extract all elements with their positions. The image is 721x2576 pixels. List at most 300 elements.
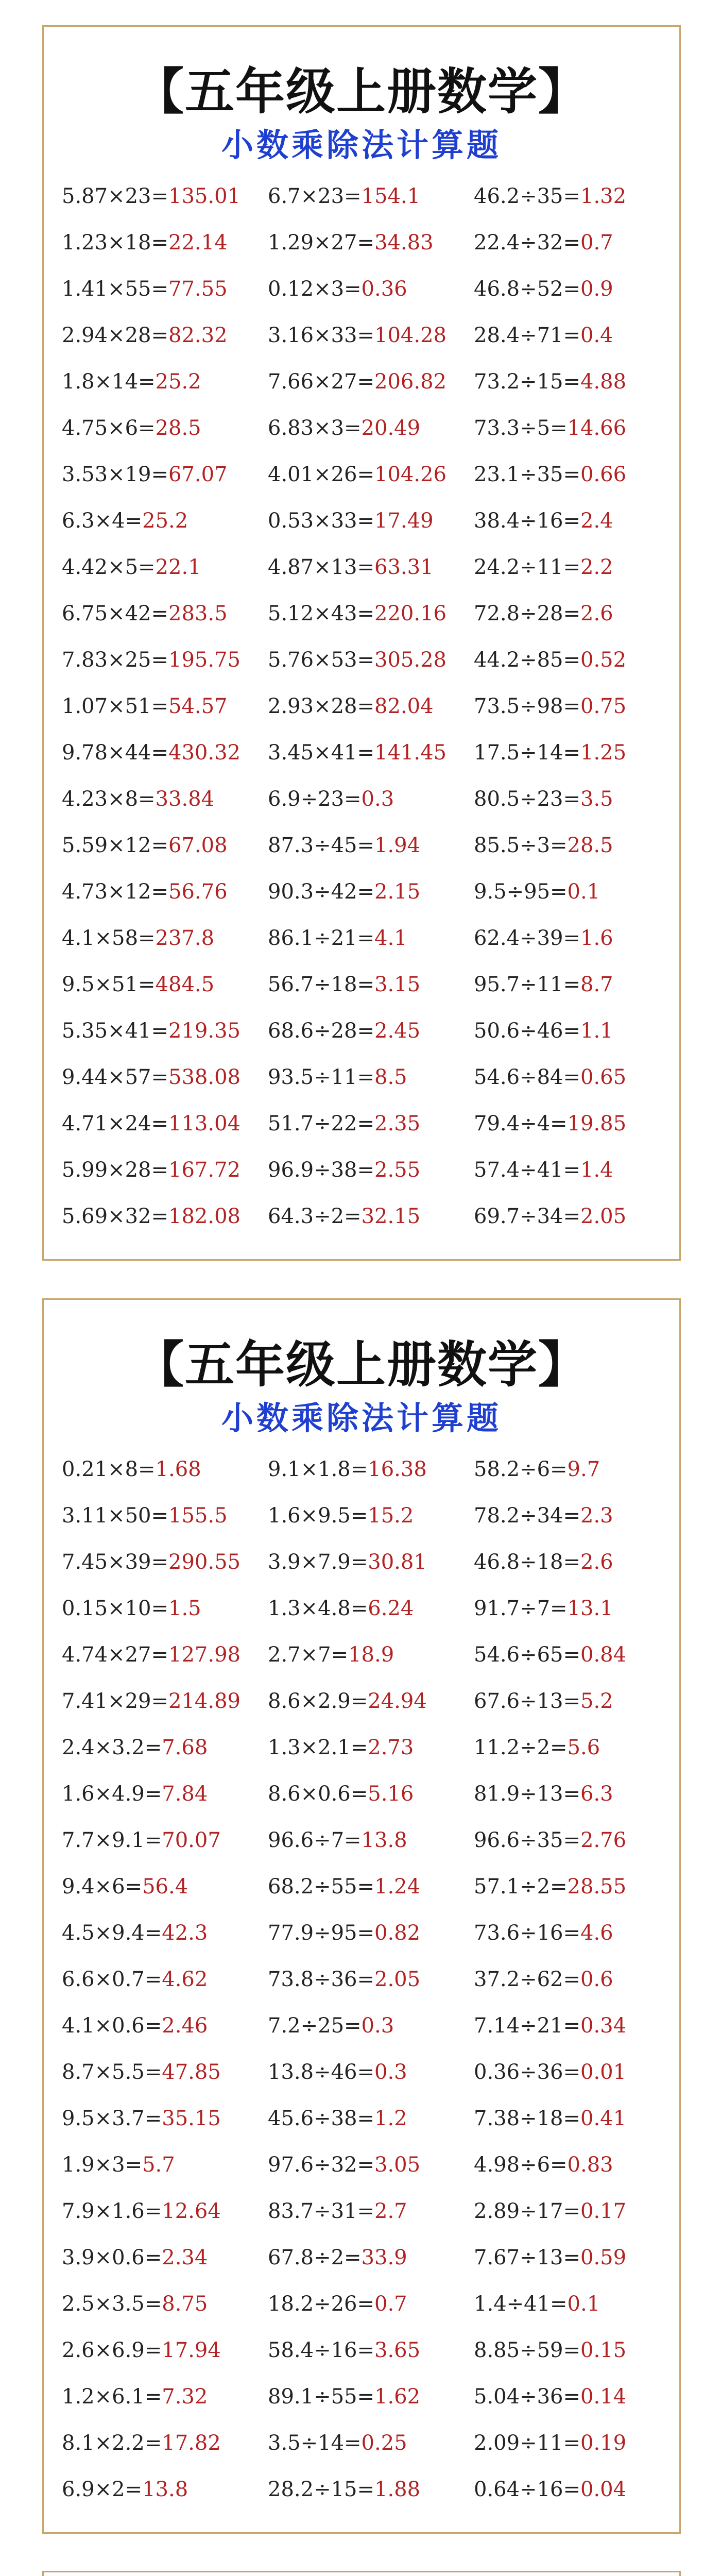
problem-answer: 14.66 [567,416,627,440]
problem-answer: 1.4 [580,1158,613,1182]
problem-expression: 7.67÷13= [474,2246,580,2269]
problem-row [474,1967,613,1992]
problem-answer: 1.88 [374,2478,421,2501]
problem-answer: 2.05 [374,1968,421,1991]
problem-row [268,323,447,348]
problem-expression: 7.9×1.6= [62,2199,162,2223]
problem-answer: 0.15 [580,2338,627,2362]
problem-expression: 58.4÷16= [268,2338,374,2362]
problem-expression: 5.99×28= [62,1158,168,1182]
problem-expression: 90.3÷42= [268,880,374,904]
problem-row [474,1019,613,1043]
problem-answer: 2.05 [580,1205,627,1228]
problem-expression: 7.38÷18= [474,2107,580,2130]
problem-row [474,416,626,440]
problem-expression: 9.1×1.8= [268,1458,368,1481]
problem-row [62,2106,221,2131]
problem-answer: 0.36 [361,277,407,301]
problem-expression: 1.3×4.8= [268,1597,368,1620]
problem-answer: 104.28 [374,324,447,347]
problem-row [62,1111,241,1136]
problem-answer: 30.81 [368,1550,427,1574]
problem-row [268,1204,420,1229]
problem-answer: 5.16 [368,1782,414,1806]
problem-expression: 6.7×23= [268,184,362,208]
problem-row [62,1503,228,1528]
problem-answer: 34.83 [374,231,434,255]
problem-row [268,1642,394,1667]
problem-row [474,2292,600,2316]
problem-row [62,1550,241,1574]
problem-row [268,972,420,997]
problem-row [268,462,447,487]
problem-row [268,2292,407,2316]
problem-expression: 2.4×3.2= [62,1736,162,1759]
problem-expression: 37.2÷62= [474,1968,580,1991]
problem-expression: 4.98÷6= [474,2153,568,2177]
problem-expression: 7.45×39= [62,1550,168,1574]
worksheet-page-1 [42,25,681,1261]
problem-answer: 0.7 [580,231,613,255]
problem-answer: 77.55 [168,277,228,301]
problem-expression: 5.87×23= [62,184,168,208]
problem-answer: 220.16 [374,602,447,625]
problem-answer: 15.2 [368,1504,414,1528]
problem-answer: 13.8 [361,1828,407,1852]
problem-expression: 4.71×24= [62,1112,168,1136]
problem-expression: 67.8÷2= [268,2246,362,2269]
problem-answer: 67.08 [168,834,228,857]
problem-expression: 6.83×3= [268,416,362,440]
page-subtitle: 小数乘除法计算题 [221,126,502,164]
problem-answer: 7.32 [162,2385,208,2409]
problem-answer: 0.9 [580,277,613,301]
problem-row [474,1921,613,1945]
problem-row [62,1828,221,1853]
problem-expression: 8.6×2.9= [268,1689,368,1713]
problem-answer: 305.28 [374,648,447,672]
problem-row [268,555,434,580]
problem-row [474,972,613,997]
problem-expression: 57.4÷41= [474,1158,580,1182]
problem-answer: 2.2 [580,555,613,579]
problem-expression: 72.8÷28= [474,602,580,625]
problem-answer: 13.1 [567,1597,613,1620]
problem-row [474,1065,626,1090]
problem-answer: 18.9 [348,1643,394,1667]
problem-row [268,1158,420,1182]
problem-row [268,1967,420,1992]
problem-expression: 3.45×41= [268,741,374,765]
problem-answer: 28.55 [567,1875,627,1899]
problem-expression: 1.3×2.1= [268,1736,368,1759]
problem-answer: 0.34 [580,2014,627,2038]
problem-expression: 9.78×44= [62,741,168,765]
problem-answer: 2.76 [580,1828,627,1852]
problem-answer: 56.76 [168,880,228,904]
problem-expression: 2.09÷11= [474,2431,580,2455]
problem-row [268,2199,407,2224]
problem-expression: 4.73×12= [62,880,168,904]
problem-row [62,184,241,209]
problem-expression: 9.4×6= [62,1875,143,1899]
problem-expression: 5.69×32= [62,1205,168,1228]
problem-row [268,1689,427,1714]
problem-expression: 28.4÷71= [474,324,580,347]
problem-row [62,787,214,811]
worksheet-page-2 [42,1298,681,2534]
problem-answer: 219.35 [168,1019,241,1043]
problem-row [474,879,600,904]
problem-answer: 13.8 [142,2478,188,2501]
problem-answer: 0.59 [580,2246,627,2269]
problem-row [62,833,228,858]
problem-answer: 430.32 [168,741,241,765]
problem-expression: 50.6÷46= [474,1019,580,1043]
problem-expression: 17.5÷14= [474,741,580,765]
problem-row [268,879,420,904]
problem-row [62,1065,241,1090]
problem-answer: 2.15 [374,880,421,904]
problem-answer: 0.6 [580,1968,613,1991]
problem-row [62,1019,241,1043]
problem-row [474,1689,613,1714]
problem-answer: 9.7 [567,1458,600,1481]
problem-answer: 0.3 [361,2014,394,2038]
problem-answer: 0.19 [580,2431,627,2455]
problem-expression: 7.66×27= [268,370,374,394]
problem-expression: 5.12×43= [268,602,374,625]
problem-answer: 4.62 [162,1968,208,1991]
problem-row [62,1596,201,1621]
problem-answer: 25.2 [142,509,188,533]
problem-answer: 2.4 [580,509,613,533]
problem-row [474,1735,600,1760]
problem-expression: 73.6÷16= [474,1921,580,1945]
problem-expression: 23.1÷35= [474,463,580,486]
problem-expression: 62.4÷39= [474,926,580,950]
problem-row [62,555,201,580]
worksheet-page-3 [42,2571,681,2576]
problem-row [474,1596,613,1621]
problem-row [62,416,201,440]
problem-answer: 5.2 [580,1689,613,1713]
problem-expression: 77.9÷95= [268,1921,374,1945]
problem-expression: 8.85÷59= [474,2338,580,2362]
problem-answer: 0.84 [580,1643,627,1667]
problem-expression: 5.04÷36= [474,2385,580,2409]
problem-row [62,2384,208,2409]
problem-answer: 1.32 [580,184,627,208]
problem-answer: 24.94 [368,1689,427,1713]
problem-expression: 4.1×0.6= [62,2014,162,2038]
problem-row [62,926,214,951]
problem-expression: 6.9÷23= [268,787,362,811]
problem-answer: 2.35 [374,1112,421,1136]
problem-expression: 3.5÷14= [268,2431,362,2455]
problem-row [62,2199,221,2224]
problem-answer: 22.1 [155,555,201,579]
problem-row [62,694,228,719]
problem-row [268,2245,407,2270]
problem-row [474,462,626,487]
problem-row [62,879,228,904]
problem-row [62,2338,221,2363]
problem-expression: 1.29×27= [268,231,374,255]
problem-expression: 2.93×28= [268,694,374,718]
problem-answer: 42.3 [162,1921,208,1945]
problem-expression: 3.9×0.6= [62,2246,162,2269]
problem-answer: 19.85 [567,1112,627,1136]
problem-row [62,2431,221,2455]
problem-expression: 9.44×57= [62,1065,168,1089]
problem-row [474,1204,626,1229]
problem-row [474,2199,626,2224]
problem-row [62,2292,208,2316]
problem-answer: 63.31 [374,555,434,579]
problem-answer: 2.6 [580,602,613,625]
problem-row [268,2013,394,2038]
problem-row [474,601,613,626]
problem-row [268,1503,414,1528]
problem-expression: 4.5×9.4= [62,1921,162,1945]
problem-answer: 0.52 [580,648,627,672]
problem-answer: 2.73 [368,1736,414,1759]
problem-expression: 78.2÷34= [474,1504,580,1528]
problem-answer: 5.7 [142,2153,175,2177]
problem-row [268,1596,414,1621]
problem-row [474,2384,626,2409]
problem-row [268,1782,414,1806]
problem-row [474,1642,626,1667]
problem-expression: 46.8÷18= [474,1550,580,1574]
problem-answer: 0.1 [567,880,600,904]
problem-answer: 0.17 [580,2199,627,2223]
problem-row [268,648,447,672]
problem-expression: 22.4÷32= [474,231,580,255]
problem-row [268,2477,420,2502]
problem-answer: 33.84 [155,787,215,811]
problem-answer: 214.89 [168,1689,241,1713]
problem-row [268,1550,427,1574]
problem-expression: 80.5÷23= [474,787,580,811]
problem-answer: 70.07 [162,1828,221,1852]
problem-row [474,1828,626,1853]
problem-expression: 1.4÷41= [474,2292,568,2316]
problem-expression: 18.2÷26= [268,2292,374,2316]
problem-expression: 0.53×33= [268,509,374,533]
problem-answer: 25.2 [155,370,201,394]
problem-answer: 4.1 [374,926,407,950]
problem-answer: 0.01 [580,2060,627,2084]
problem-expression: 5.59×12= [62,834,168,857]
problem-row [268,2338,420,2363]
problem-expression: 8.7×5.5= [62,2060,162,2084]
problem-expression: 7.83×25= [62,648,168,672]
problem-expression: 57.1÷2= [474,1875,568,1899]
problem-expression: 54.6÷65= [474,1643,580,1667]
problem-expression: 13.8÷46= [268,2060,374,2084]
problem-expression: 1.07×51= [62,694,168,718]
problem-expression: 46.2÷35= [474,184,580,208]
problem-answer: 182.08 [168,1205,241,1228]
problem-row [268,416,420,440]
problem-answer: 17.82 [162,2431,221,2455]
problem-row [62,2245,208,2270]
problem-answer: 0.4 [580,324,613,347]
problem-expression: 68.6÷28= [268,1019,374,1043]
problem-expression: 3.53×19= [62,463,168,486]
problem-expression: 4.74×27= [62,1643,168,1667]
problem-expression: 6.3×4= [62,509,143,533]
problem-row [62,323,228,348]
problem-expression: 79.4÷4= [474,1112,568,1136]
problem-expression: 73.5÷98= [474,694,580,718]
problem-expression: 96.6÷7= [268,1828,362,1852]
problem-row [268,1457,427,1482]
problem-answer: 1.24 [374,1875,421,1899]
problem-answer: 16.38 [368,1458,427,1481]
problem-expression: 0.12×3= [268,277,362,301]
problem-answer: 141.45 [374,741,447,765]
problem-answer: 35.15 [162,2107,221,2130]
problem-row [62,230,228,255]
problem-expression: 1.6×4.9= [62,1782,162,1806]
problem-row [474,369,626,394]
problem-row [474,2477,626,2502]
problem-expression: 0.36÷36= [474,2060,580,2084]
problem-row [268,2060,407,2084]
problem-row [474,1111,626,1136]
problem-row [474,2013,626,2038]
problem-expression: 44.2÷85= [474,648,580,672]
problem-row [474,2060,626,2084]
problem-answer: 12.64 [162,2199,221,2223]
problem-answer: 290.55 [168,1550,241,1574]
problem-row [62,1204,241,1229]
problem-answer: 8.5 [374,1065,407,1089]
problem-row [268,1921,420,1945]
problem-row [62,740,241,765]
page-title: 【五年级上册数学】 [134,1336,589,1394]
problem-row [62,1735,208,1760]
problem-expression: 4.1×58= [62,926,156,950]
problem-answer: 6.3 [580,1782,613,1806]
problem-answer: 3.65 [374,2338,421,2362]
problem-row [268,1111,420,1136]
problem-expression: 6.9×2= [62,2478,143,2501]
problem-answer: 4.6 [580,1921,613,1945]
problem-answer: 154.1 [361,184,421,208]
problem-expression: 3.11×50= [62,1504,168,1528]
problem-expression: 7.2÷25= [268,2014,362,2038]
problem-expression: 1.23×18= [62,231,168,255]
problem-expression: 8.1×2.2= [62,2431,162,2455]
problem-row [474,648,626,672]
problem-answer: 1.68 [155,1458,201,1481]
problem-row [474,926,613,951]
problem-expression: 2.5×3.5= [62,2292,162,2316]
problem-row [474,2153,613,2177]
problem-expression: 4.42×5= [62,555,156,579]
problem-expression: 7.41×29= [62,1689,168,1713]
problem-row [268,1065,407,1090]
problem-row [474,277,613,301]
problem-expression: 4.01×26= [268,463,374,486]
problem-answer: 0.3 [361,787,394,811]
problem-answer: 2.46 [162,2014,208,2038]
problem-expression: 45.6÷38= [268,2107,374,2130]
problem-answer: 0.65 [580,1065,627,1089]
problem-row [62,2060,221,2084]
problem-expression: 4.75×6= [62,416,156,440]
problem-expression: 3.16×33= [268,324,374,347]
problem-expression: 24.2÷11= [474,555,580,579]
page-title: 【五年级上册数学】 [134,63,589,121]
problem-expression: 1.9×3= [62,2153,143,2177]
problem-expression: 9.5×51= [62,973,156,996]
problem-expression: 54.6÷84= [474,1065,580,1089]
problem-row [474,1550,613,1574]
problem-row [62,601,228,626]
problem-row [268,2384,420,2409]
problem-expression: 96.9÷38= [268,1158,374,1182]
problem-row [62,2013,208,2038]
problem-answer: 1.25 [580,741,627,765]
problem-answer: 135.01 [168,184,241,208]
problem-row [474,740,626,765]
problem-expression: 7.7×9.1= [62,1828,162,1852]
problem-answer: 195.75 [168,648,241,672]
problem-row [268,601,447,626]
problem-row [268,2106,407,2131]
problem-answer: 283.5 [168,602,228,625]
problem-expression: 2.89÷17= [474,2199,580,2223]
problem-answer: 0.75 [580,694,627,718]
problem-answer: 2.55 [374,1158,421,1182]
problem-expression: 0.21×8= [62,1458,156,1481]
problem-answer: 1.6 [580,926,613,950]
problem-row [62,2477,188,2502]
problem-answer: 2.34 [162,2246,208,2269]
problem-expression: 46.8÷52= [474,277,580,301]
problem-row [474,1457,600,1482]
problem-row [62,462,228,487]
problem-expression: 5.76×53= [268,648,374,672]
problem-answer: 1.5 [168,1597,201,1620]
problem-expression: 58.2÷6= [474,1458,568,1481]
problem-answer: 484.5 [155,973,215,996]
problem-answer: 3.05 [374,2153,421,2177]
problem-answer: 538.08 [168,1065,241,1089]
problem-answer: 5.6 [567,1736,600,1759]
problem-expression: 81.9÷13= [474,1782,580,1806]
problem-answer: 82.32 [168,324,228,347]
problem-row [474,787,613,811]
problem-answer: 3.15 [374,973,421,996]
problem-row [62,1642,241,1667]
problem-answer: 0.41 [580,2107,627,2130]
problem-answer: 7.84 [162,1782,208,1806]
problem-row [62,509,188,533]
problem-row [62,277,228,301]
problem-answer: 0.7 [374,2292,407,2316]
problem-row [268,1828,407,1853]
problem-expression: 51.7÷22= [268,1112,374,1136]
problem-expression: 9.5÷95= [474,880,568,904]
problem-expression: 38.4÷16= [474,509,580,533]
problem-expression: 87.3÷45= [268,834,374,857]
